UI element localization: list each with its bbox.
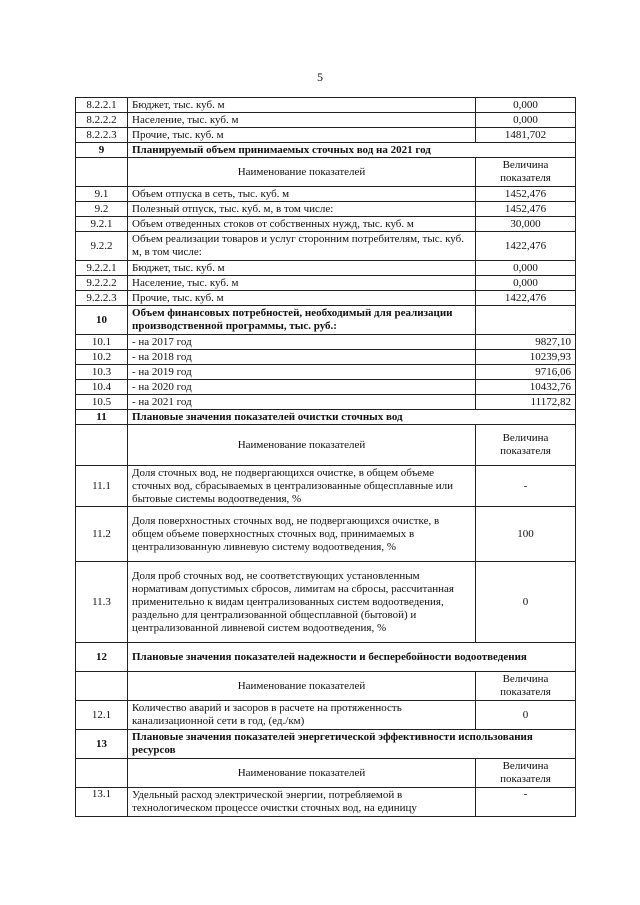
row-label: - на 2019 год <box>128 365 476 380</box>
row-value: 1452,476 <box>476 187 576 202</box>
section-number: 10 <box>76 306 128 335</box>
section-heading <box>76 410 576 425</box>
row-number: 10.5 <box>76 395 128 410</box>
row-value: 1481,702 <box>476 128 576 143</box>
header-value: Величина показателя <box>476 425 576 466</box>
row-label: Объем отпуска в сеть, тыс. куб. м <box>128 187 476 202</box>
header-name: Наименование показателей <box>128 672 476 701</box>
row-value: 0,000 <box>476 276 576 291</box>
row-number: 8.2.2.1 <box>76 98 128 113</box>
table-row <box>76 335 576 350</box>
section-heading <box>76 143 576 158</box>
table-row <box>76 261 576 276</box>
page-number: 5 <box>317 70 323 84</box>
row-value: 0 <box>476 701 576 730</box>
row-value: 10432,76 <box>476 380 576 395</box>
row-value: 1422,476 <box>476 232 576 261</box>
section-title: Планируемый объем принимаемых сточных вод на 2021 год <box>128 143 576 158</box>
row-number: 10.2 <box>76 350 128 365</box>
section-number: 12 <box>76 643 128 672</box>
row-label: - на 2021 год <box>128 395 476 410</box>
row-label: Доля проб сточных вод, не соответствующих установленным нормативам допустимых сбросов, лимитам на сбросы, рассчитанная применительно к видам централизованных систем водоотведения, раздельно для централизованной общесплавной (бытовой) и централизованной ливневой систем водоотведения, % <box>128 562 476 643</box>
table-row <box>76 365 576 380</box>
row-value: 11172,82 <box>476 395 576 410</box>
row-value: 0,000 <box>476 261 576 276</box>
row-number: 13.1 <box>76 788 128 817</box>
row-value: 9827,10 <box>476 335 576 350</box>
row-label: Удельный расход электрической энергии, потребляемой в технологическом процессе очистки сточных вод, на единицу <box>128 788 476 817</box>
row-value: 0 <box>476 562 576 643</box>
row-value: 0,000 <box>476 98 576 113</box>
row-value: - <box>476 788 576 817</box>
table-row <box>76 232 576 261</box>
row-number: 9.2.2 <box>76 232 128 261</box>
row-number: 11.2 <box>76 507 128 562</box>
row-label: Население, тыс. куб. м <box>128 276 476 291</box>
row-number: 10.1 <box>76 335 128 350</box>
row-value: 0,000 <box>476 113 576 128</box>
row-number: 9.1 <box>76 187 128 202</box>
row-number: 11.3 <box>76 562 128 643</box>
section-title: Объем финансовых потребностей, необходимый для реализации производственной программы, тыс. руб.: <box>128 306 476 335</box>
row-number: 10.4 <box>76 380 128 395</box>
indicators-table <box>75 97 576 817</box>
section-title: Плановые значения показателей надежности и бесперебойности водоотведения <box>128 643 576 672</box>
column-header-row <box>76 759 576 788</box>
row-label: - на 2018 год <box>128 350 476 365</box>
section-title: Плановые значения показателей энергетической эффективности использования ресурсов <box>128 730 576 759</box>
row-label: Доля поверхностных сточных вод, не подвергающихся очистке, в общем объеме поверхностных сточных вод, принимаемых в централизованную ливневую систему водоотведения, % <box>128 507 476 562</box>
row-number: 9.2.2.3 <box>76 291 128 306</box>
row-number: 9.2 <box>76 202 128 217</box>
table-row <box>76 380 576 395</box>
header-value: Величина показателя <box>476 158 576 187</box>
row-value: 30,000 <box>476 217 576 232</box>
row-value: - <box>476 466 576 507</box>
row-value: 100 <box>476 507 576 562</box>
row-label: Бюджет, тыс. куб. м <box>128 98 476 113</box>
section-number: 13 <box>76 730 128 759</box>
row-number: 12.1 <box>76 701 128 730</box>
table-row <box>76 276 576 291</box>
table-row <box>76 466 576 507</box>
row-number: 10.3 <box>76 365 128 380</box>
row-label: Бюджет, тыс. куб. м <box>128 261 476 276</box>
table-row <box>76 395 576 410</box>
section-heading <box>76 306 576 335</box>
header-name: Наименование показателей <box>128 759 476 788</box>
section-heading <box>76 730 576 759</box>
table-row <box>76 350 576 365</box>
row-number: 9.2.2.2 <box>76 276 128 291</box>
row-label: Объем реализации товаров и услуг сторонним потребителям, тыс. куб. м, в том числе: <box>128 232 476 261</box>
table-row <box>76 113 576 128</box>
row-label: Прочие, тыс. куб. м <box>128 291 476 306</box>
row-value: 10239,93 <box>476 350 576 365</box>
row-number: 8.2.2.2 <box>76 113 128 128</box>
column-header-row <box>76 672 576 701</box>
section-title: Плановые значения показателей очистки сточных вод <box>128 410 576 425</box>
row-value: 1422,476 <box>476 291 576 306</box>
table-row <box>76 217 576 232</box>
section-number: 9 <box>76 143 128 158</box>
table-row <box>76 187 576 202</box>
table-row <box>76 98 576 113</box>
row-value: 1452,476 <box>476 202 576 217</box>
row-label: Полезный отпуск, тыс. куб. м, в том числе: <box>128 202 476 217</box>
column-header-row <box>76 158 576 187</box>
column-header-row <box>76 425 576 466</box>
table-row <box>76 507 576 562</box>
row-number: 8.2.2.3 <box>76 128 128 143</box>
header-name: Наименование показателей <box>128 425 476 466</box>
row-value: 9716,06 <box>476 365 576 380</box>
table-row <box>76 701 576 730</box>
header-value: Величина показателя <box>476 672 576 701</box>
row-label: Количество аварий и засоров в расчете на протяженность канализационной сети в год, (ед./км) <box>128 701 476 730</box>
section-heading <box>76 643 576 672</box>
row-label: - на 2020 год <box>128 380 476 395</box>
row-number: 9.2.1 <box>76 217 128 232</box>
header-name: Наименование показателей <box>128 158 476 187</box>
table-row <box>76 562 576 643</box>
table-row <box>76 788 576 817</box>
row-number: 11.1 <box>76 466 128 507</box>
table-row <box>76 202 576 217</box>
table-row <box>76 291 576 306</box>
row-number: 9.2.2.1 <box>76 261 128 276</box>
row-label: Объем отведенных стоков от собственных нужд, тыс. куб. м <box>128 217 476 232</box>
row-label: Население, тыс. куб. м <box>128 113 476 128</box>
row-label: Доля сточных вод, не подвергающихся очистке, в общем объеме сточных вод, сбрасываемых в централизованные общесплавные или бытовые системы водоотведения, % <box>128 466 476 507</box>
header-value: Величина показателя <box>476 759 576 788</box>
row-label: Прочие, тыс. куб. м <box>128 128 476 143</box>
table-row <box>76 128 576 143</box>
row-label: - на 2017 год <box>128 335 476 350</box>
section-number: 11 <box>76 410 128 425</box>
